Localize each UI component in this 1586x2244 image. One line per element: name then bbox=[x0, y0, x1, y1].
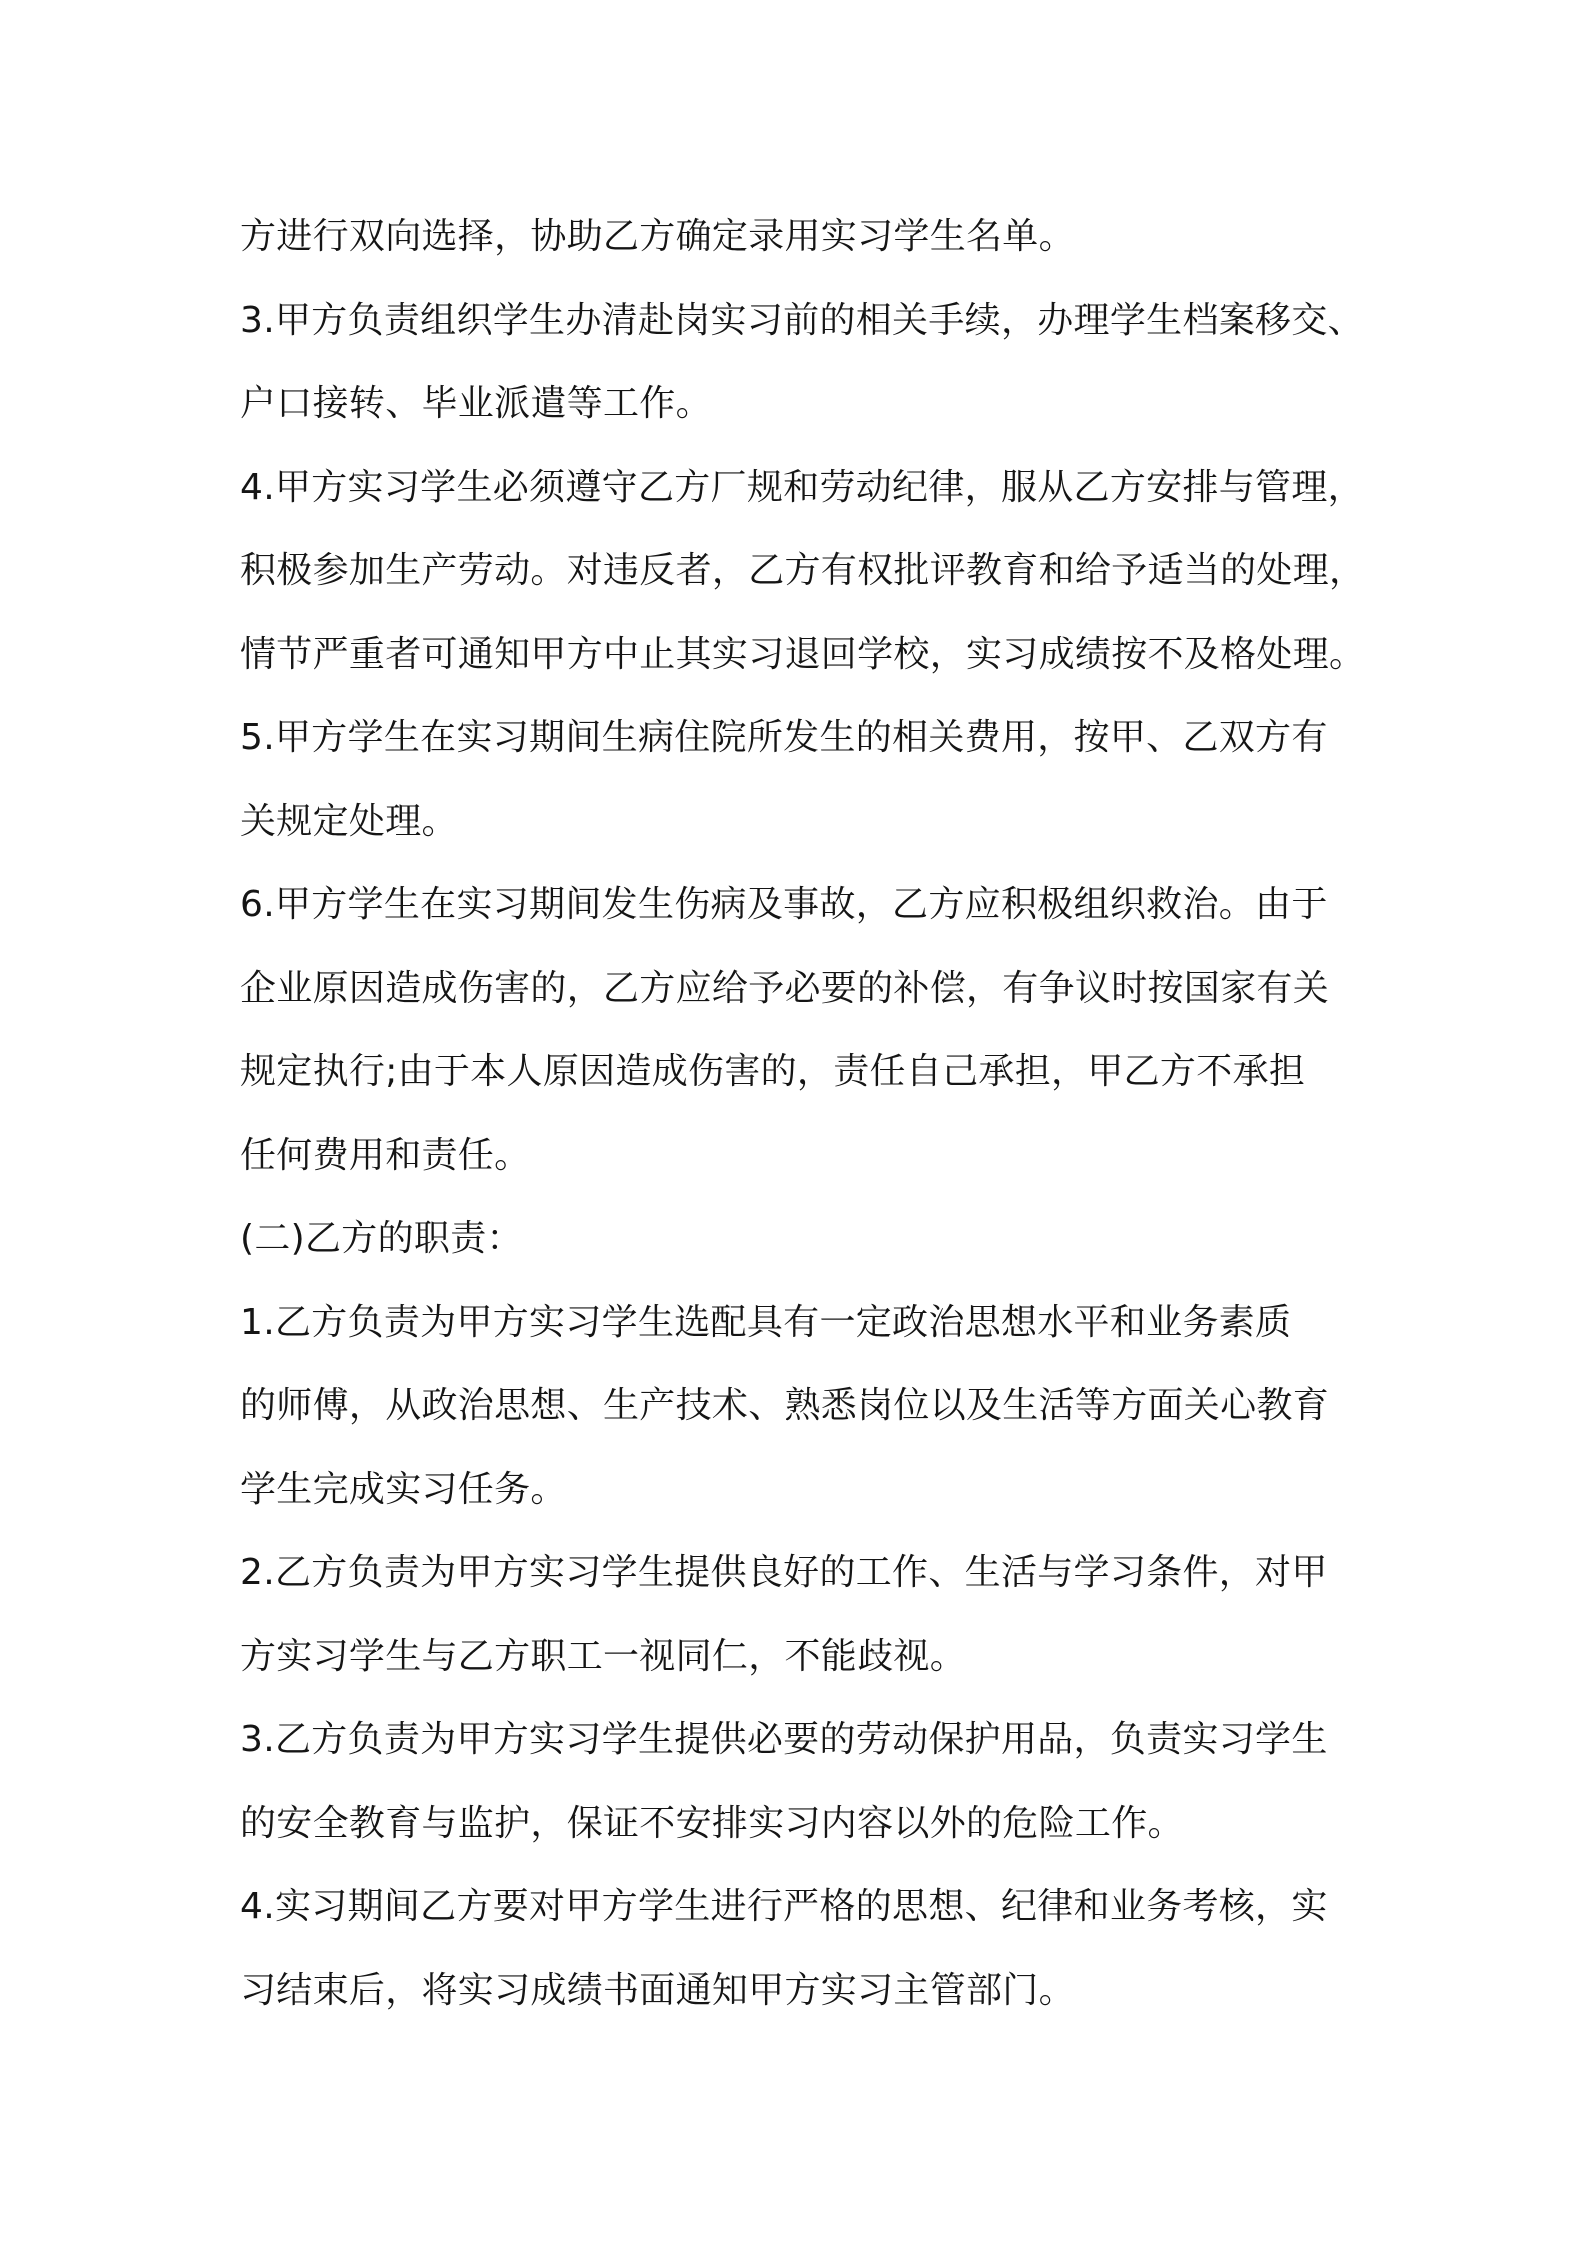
text-line: 5.甲方学生在实习期间生病住院所发生的相关费用，按甲、乙双方有 bbox=[240, 717, 1328, 758]
text-line: 企业原因造成伤害的，乙方应给予必要的补偿，有争议时按国家有关 bbox=[240, 967, 1330, 1009]
text-line: 4.实习期间乙方要对甲方学生进行严格的思想、纪律和业务考核，实 bbox=[240, 1886, 1328, 1927]
text-line: 户口接转、毕业派遣等工作。 bbox=[240, 383, 712, 424]
text-line: 的安全教育与监护，保证不安排实习内容以外的危险工作。 bbox=[240, 1802, 1184, 1844]
text-line: 3.乙方负责为甲方实习学生提供必要的劳动保护用品，负责实习学生 bbox=[240, 1719, 1328, 1760]
text-line: 规定执行;由于本人原因造成伤害的，责任自己承担，甲乙方不承担 bbox=[240, 1051, 1306, 1092]
text-line: 方实习学生与乙方职工一视同仁，不能歧视。 bbox=[240, 1635, 967, 1677]
text-line: 情节严重者可通知甲方中止其实习退回学校，实习成绩按不及格处理。 bbox=[240, 633, 1366, 675]
text-line: 6.甲方学生在实习期间发生伤病及事故，乙方应积极组织救治。由于 bbox=[240, 884, 1328, 925]
text-line: 1.乙方负责为甲方实习学生选配具有一定政治思想水平和业务素质 bbox=[240, 1301, 1292, 1343]
section-heading: (二)乙方的职责： bbox=[240, 1218, 523, 1259]
text-line: 学生完成实习任务。 bbox=[240, 1468, 567, 1510]
text-line: 2.乙方负责为甲方实习学生提供良好的工作、生活与学习条件，对甲 bbox=[240, 1552, 1328, 1593]
text-line: 的师傅，从政治思想、生产技术、熟悉岗位以及生活等方面关心教育 bbox=[240, 1385, 1330, 1426]
text-line: 方进行双向选择，协助乙方确定录用实习学生名单。 bbox=[240, 216, 1075, 257]
text-line: 关规定处理。 bbox=[240, 800, 458, 842]
text-line: 3.甲方负责组织学生办清赴岗实习前的相关手续，办理学生档案移交、 bbox=[240, 299, 1364, 341]
text-line: 任何费用和责任。 bbox=[240, 1134, 531, 1176]
text-line: 4.甲方实习学生必须遵守乙方厂规和劳动纪律，服从乙方安排与管理， bbox=[240, 466, 1364, 508]
text-line: 积极参加生产劳动。对违反者，乙方有权批评教育和给予适当的处理， bbox=[240, 550, 1366, 591]
text-line: 习结束后，将实习成绩书面通知甲方实习主管部门。 bbox=[240, 1969, 1075, 2011]
body-text bbox=[240, 195, 1380, 2032]
